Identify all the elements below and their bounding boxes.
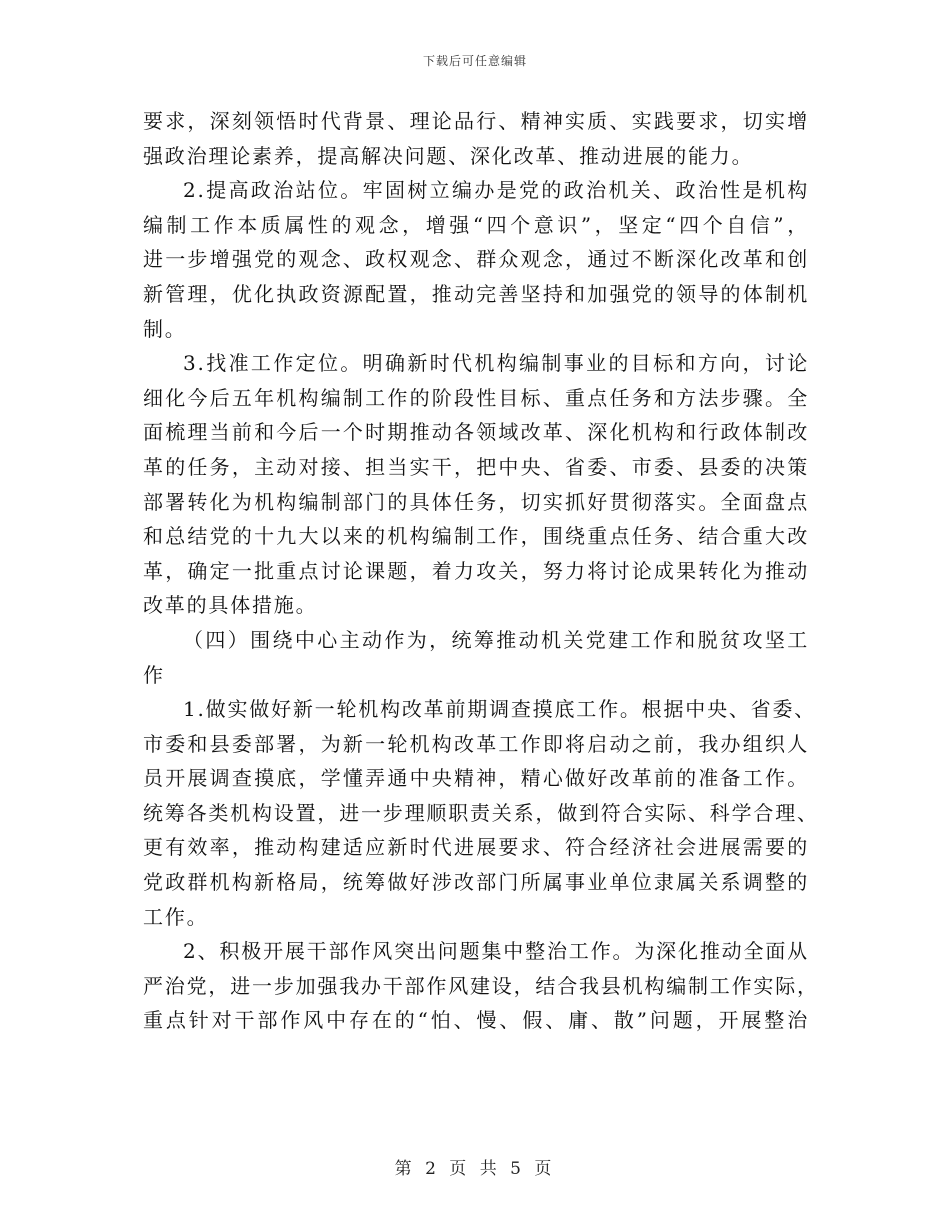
- page-header: 下载后可任意编辑: [422, 54, 527, 68]
- text-line: 更有效率，推动构建适应新时代进展要求、符合经济社会进展需要的: [143, 835, 809, 860]
- page-footer: 第 2 页 共 5 页: [394, 1159, 556, 1179]
- text-line: 市委和县委部署，为新一轮机构改革工作即将启动之前，我办组织人: [143, 731, 809, 756]
- text-line: 和总结党的十九大以来的机构编制工作，围绕重点任务、结合重大改: [143, 524, 809, 549]
- text-line: 要求，深刻领悟时代背景、理论品行、精神实质、实践要求，切实增: [143, 109, 809, 133]
- text-line: 2、积极开展干部作风突出问题集中整治工作。为深化推动全面从: [183, 939, 809, 964]
- text-line: 重点针对干部作风中存在的“怕、慢、假、庸、散”问题，开展整治: [143, 1008, 809, 1033]
- text-line: 1.做实做好新一轮机构改革前期调查摸底工作。根据中央、省委、: [183, 697, 817, 722]
- text-line: 党政群机构新格局，统筹做好涉改部门所属事业单位隶属关系调整的: [143, 870, 809, 895]
- text-line: 细化今后五年机构编制工作的阶段性目标、重点任务和方法步骤。全: [143, 385, 809, 410]
- text-line: 员开展调查摸底，学懂弄通中央精神，精心做好改革前的准备工作。: [143, 766, 809, 791]
- text-line: 进一步增强党的观念、政权观念、群众观念，通过不断深化改革和创: [143, 247, 809, 272]
- text-line: 改革的具体措施。: [143, 593, 318, 618]
- text-line: 严治党，进一步加强我办干部作风建设，结合我县机构编制工作实际，: [143, 973, 819, 998]
- text-line: 作: [143, 662, 165, 687]
- text-line: 部署转化为机构编制部门的具体任务，切实抓好贯彻落实。全面盘点: [143, 489, 809, 514]
- text-line: 面梳理当前和今后一个时期推动各领域改革、深化机构和行政体制改: [143, 420, 809, 445]
- text-line: 编制工作本质属性的观念，增强“四个意识”，坚定“四个自信”，: [143, 212, 809, 237]
- text-line: 强政治理论素养，提高解决问题、深化改革、推动进展的能力。: [143, 143, 754, 168]
- text-line: 革的任务，主动对接、担当实干，把中央、省委、市委、县委的决策: [143, 454, 809, 479]
- text-line: 工作。: [143, 904, 209, 929]
- text-line: 新管理，优化执政资源配置，推动完善坚持和加强党的领导的体制机: [143, 281, 809, 306]
- document-body: [143, 104, 819, 1038]
- text-line: 3.找准工作定位。明确新时代机构编制事业的目标和方向，讨论: [183, 351, 809, 376]
- text-line: 制。: [143, 316, 187, 341]
- text-line: 2.提高政治站位。牢固树立编办是党的政治机关、政治性是机构: [183, 178, 809, 203]
- text-line: 革，确定一批重点讨论课题，着力攻关，努力将讨论成果转化为推动: [143, 558, 809, 583]
- text-line: 统筹各类机构设置，进一步理顺职责关系，做到符合实际、科学合理、: [143, 800, 819, 825]
- text-line: （四）围绕中心主动作为，统筹推动机关党建工作和脱贫攻坚工: [183, 627, 809, 652]
